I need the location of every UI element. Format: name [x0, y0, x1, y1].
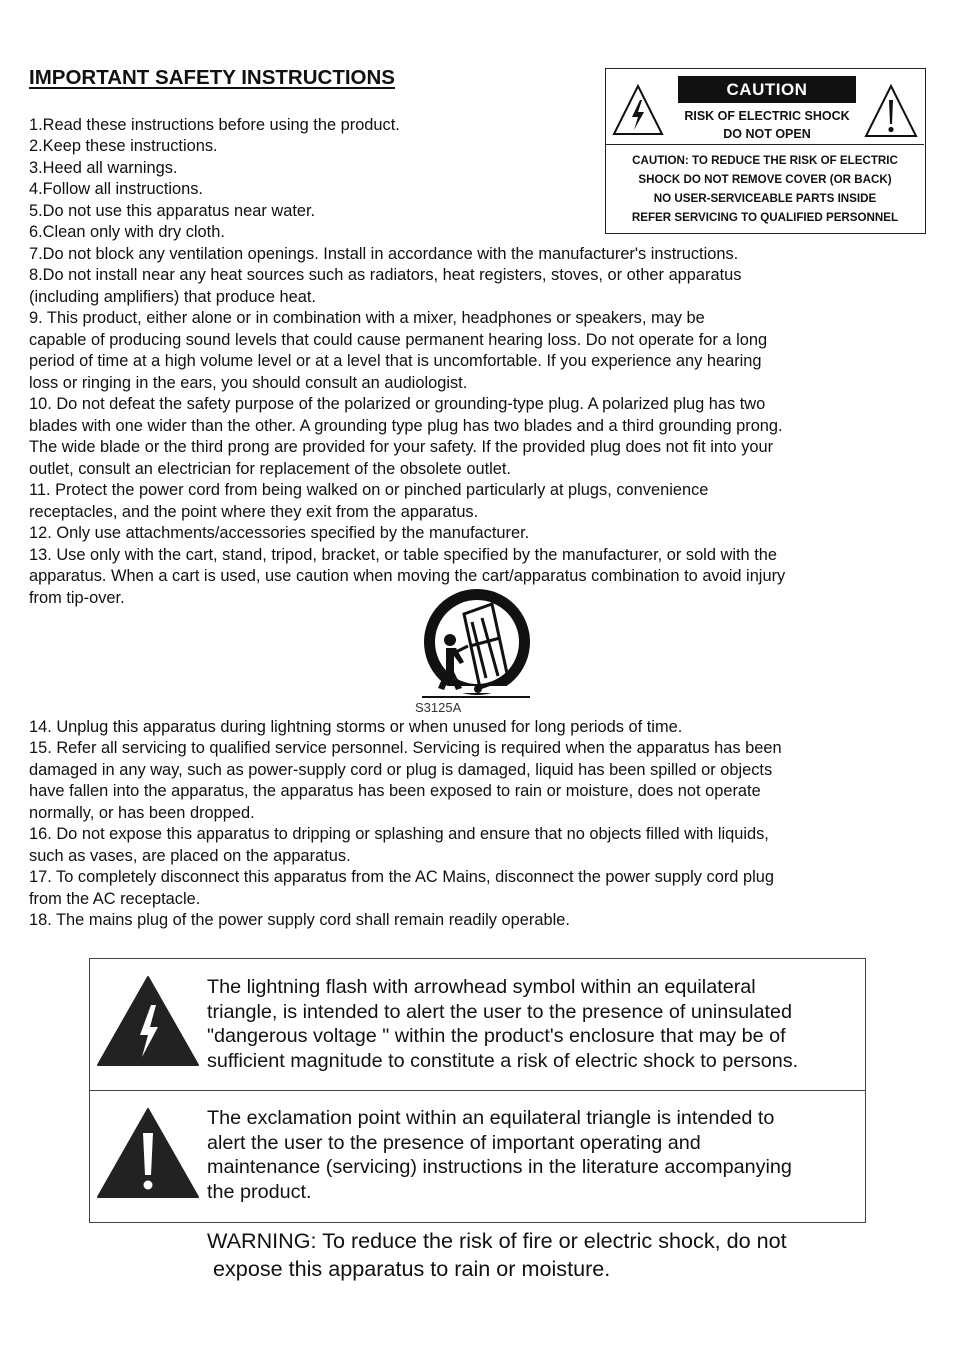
instruction-line: 1.Read these instructions before using the product.	[29, 116, 400, 134]
caution-body-line: SHOCK DO NOT REMOVE COVER (OR BACK)	[638, 173, 892, 186]
instruction-line: outlet, consult an electrician for replacement of the obsolete outlet.	[29, 460, 511, 478]
lightning-triangle-icon	[96, 975, 200, 1067]
description-line: the product.	[207, 1180, 312, 1203]
lightning-symbol-description	[207, 975, 798, 1073]
instruction-line: damaged in any way, such as power-supply cord or plug is damaged, liquid has been spilled or objects	[29, 761, 773, 779]
instruction-line: 18. The mains plug of the power supply cord shall remain readily operable.	[29, 911, 570, 929]
instruction-line: 7.Do not block any ventilation openings. Install in accordance with the manufacturer's instructions.	[29, 245, 739, 263]
instruction-line: blades with one wider than the other. A grounding type plug has two blades and a third grounding prong.	[29, 417, 783, 435]
instruction-line: (including amplifiers) that produce heat.	[29, 288, 316, 306]
instruction-line: receptacles, and the point where they exit from the apparatus.	[29, 503, 479, 521]
description-line: triangle, is intended to alert the user to the presence of uninsulated	[207, 1000, 793, 1023]
caution-body-text	[606, 151, 924, 227]
description-line: The lightning flash with arrowhead symbol within an equilateral	[207, 976, 756, 998]
caution-risk-text	[666, 107, 868, 143]
instruction-line: 16. Do not expose this apparatus to dripping or splashing and ensure that no objects filled with liquids,	[29, 825, 769, 843]
lightning-bolt-icon	[611, 83, 665, 137]
caution-badge: CAUTION	[678, 76, 856, 103]
instruction-line: period of time at a high volume level or at a level that is uncomfortable. If you experience any hearing	[29, 352, 762, 370]
instruction-line: 3.Heed all warnings.	[29, 159, 178, 177]
instruction-line: normally, or has been dropped.	[29, 804, 255, 822]
instruction-line: 8.Do not install near any heat sources such as radiators, heat registers, stoves, or other apparatus	[29, 266, 742, 284]
instruction-line: 10. Do not defeat the safety purpose of the polarized or grounding-type plug. A polarized plug has two	[29, 395, 766, 413]
instruction-line: 9. This product, either alone or in combination with a mixer, headphones or speakers, may be	[29, 309, 705, 327]
description-line: The exclamation point within an equilateral triangle is intended to	[207, 1107, 775, 1129]
symbol-explanation-table	[89, 958, 866, 1223]
warning-line: expose this apparatus to rain or moisture.	[207, 1256, 611, 1281]
caution-body-line: REFER SERVICING TO QUALIFIED PERSONNEL	[631, 211, 899, 224]
instruction-line: 13. Use only with the cart, stand, tripod, bracket, or table specified by the manufacturer, or sold with the	[29, 546, 777, 564]
instruction-line: from tip-over.	[29, 589, 125, 607]
instruction-line: 11. Protect the power cord from being walked on or pinched particularly at plugs, convenience	[29, 481, 709, 499]
description-line: "dangerous voltage " within the product's enclosure that may be of	[207, 1025, 786, 1047]
page-title: IMPORTANT SAFETY INSTRUCTIONS	[29, 66, 395, 89]
table-divider	[90, 1090, 865, 1091]
caution-body-line: NO USER-SERVICEABLE PARTS INSIDE	[653, 192, 877, 205]
cart-symbol-code: S3125A	[415, 700, 462, 715]
description-line: maintenance (servicing) instructions in the literature accompanying	[207, 1156, 792, 1178]
instruction-line: apparatus. When a cart is used, use caution when moving the cart/apparatus combination to avoid injury	[29, 567, 786, 585]
instruction-line: 14. Unplug this apparatus during lightning storms or when unused for long periods of time.	[29, 718, 683, 736]
cart-tip-over-warning-icon	[420, 588, 534, 704]
instruction-line: 6.Clean only with dry cloth.	[29, 223, 225, 241]
instruction-line: 4.Follow all instructions.	[29, 180, 203, 198]
description-line: sufficient magnitude to constitute a risk of electric shock to persons.	[207, 1049, 799, 1072]
exclamation-symbol-description	[207, 1106, 792, 1204]
instruction-line: The wide blade or the third prong are provided for your safety. If the provided plug does not fit into your	[29, 438, 774, 456]
warning-text	[207, 1227, 787, 1283]
instruction-line: have fallen into the apparatus, the apparatus has been exposed to rain or moisture, does not operate	[29, 782, 761, 800]
caution-risk-line: DO NOT OPEN	[723, 127, 811, 141]
description-line: alert the user to the presence of important operating and	[207, 1131, 701, 1154]
exclamation-triangle-icon	[96, 1107, 200, 1199]
instruction-line: 5.Do not use this apparatus near water.	[29, 202, 316, 220]
instruction-line: 17. To completely disconnect this apparatus from the AC Mains, disconnect the power supply cord plug	[29, 868, 774, 886]
instruction-line: from the AC receptacle.	[29, 890, 201, 908]
instruction-line: 2.Keep these instructions.	[29, 137, 218, 155]
instruction-line: loss or ringing in the ears, you should consult an audiologist.	[29, 374, 468, 392]
exclamation-icon	[863, 83, 919, 139]
caution-label	[605, 68, 926, 234]
caution-body-line: CAUTION: TO REDUCE THE RISK OF ELECTRIC	[632, 154, 898, 167]
caution-label-header	[606, 69, 924, 145]
instruction-line: capable of producing sound levels that could cause permanent hearing loss. Do not operate for a long	[29, 331, 768, 349]
instruction-line: 15. Refer all servicing to qualified service personnel. Servicing is required when the apparatus has been	[29, 739, 782, 757]
instruction-line: such as vases, are placed on the apparatus.	[29, 847, 351, 865]
caution-risk-line: RISK OF ELECTRIC SHOCK	[684, 109, 850, 123]
instruction-line: 12. Only use attachments/accessories specified by the manufacturer.	[29, 524, 530, 542]
warning-line: WARNING: To reduce the risk of fire or electric shock, do not	[207, 1228, 787, 1253]
